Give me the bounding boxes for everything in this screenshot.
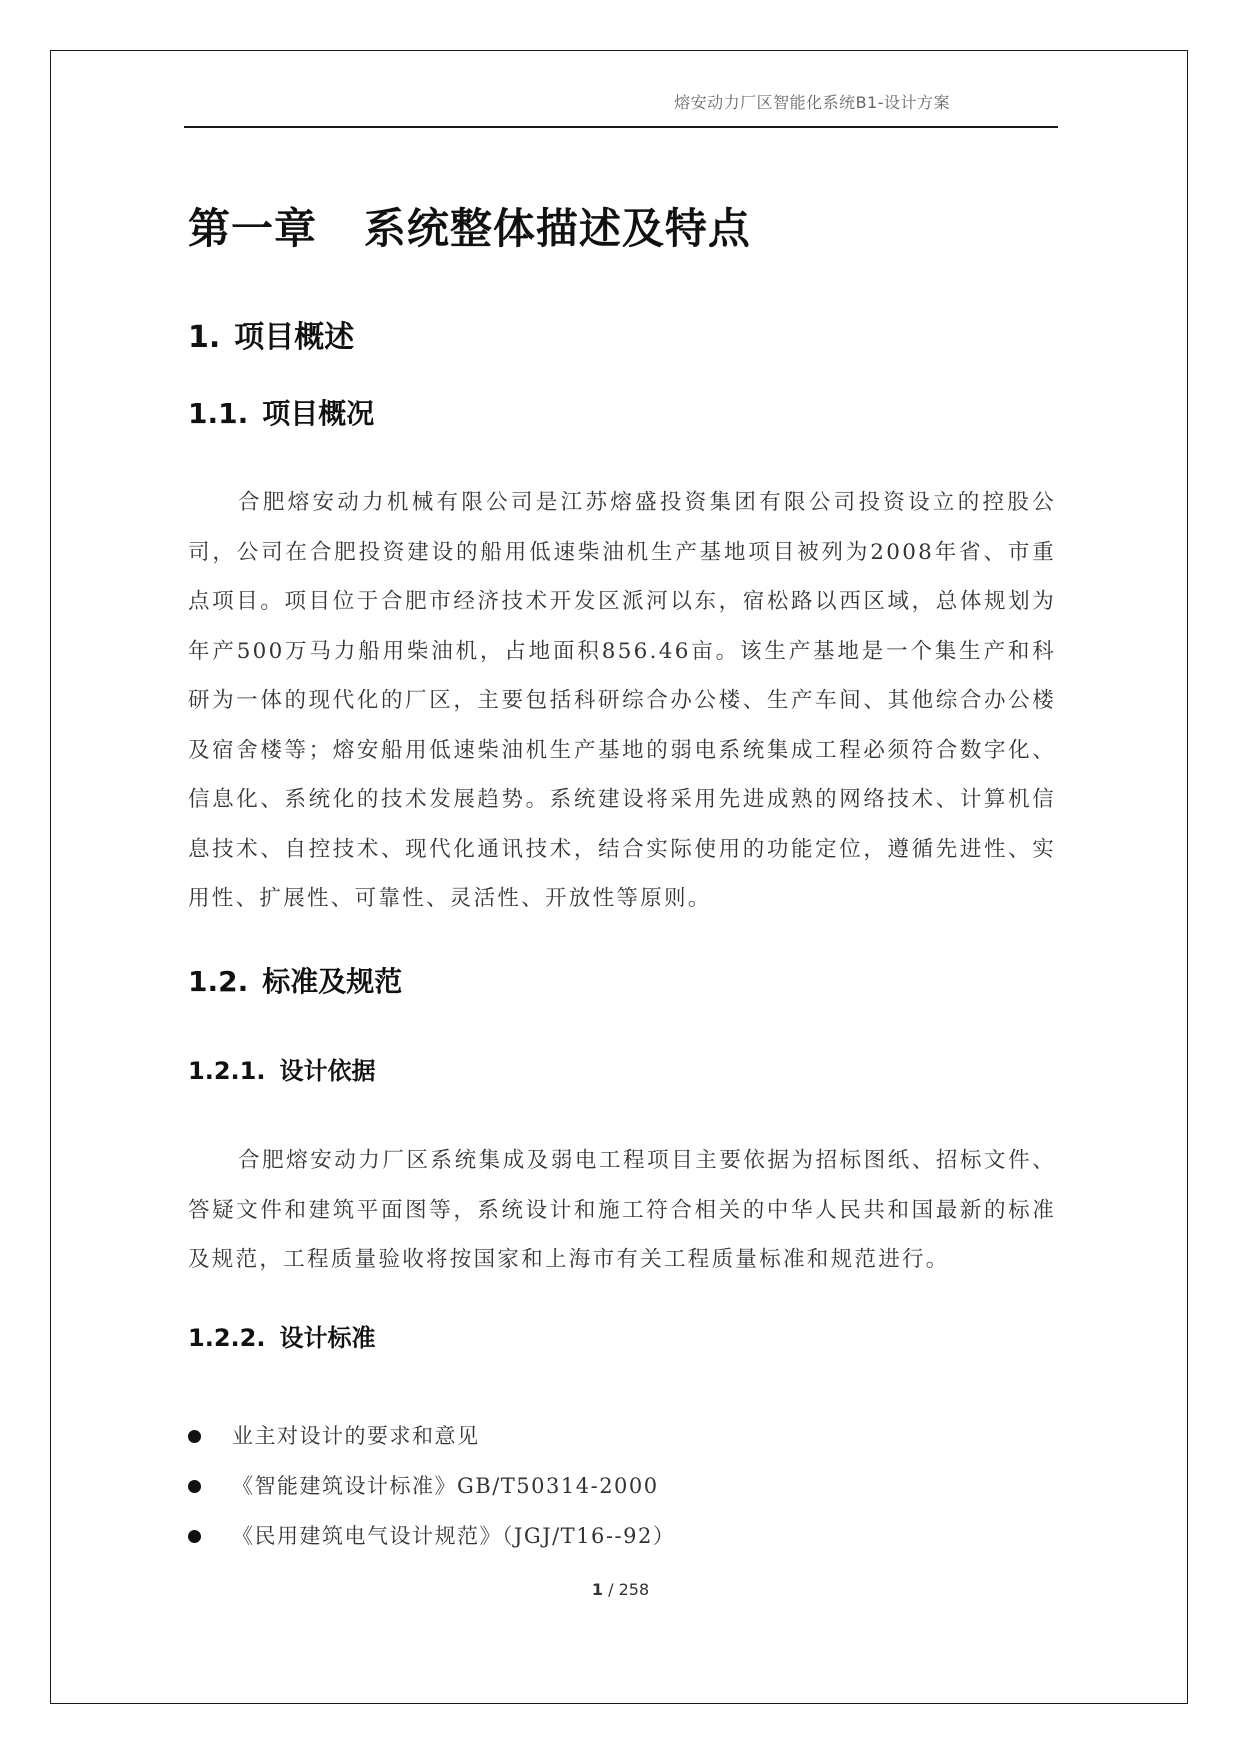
section-heading-1-2-1 <box>188 1051 375 1086</box>
chapter-title: 第一章 系统整体描述及特点 <box>188 204 751 253</box>
section-title: 项目概述 <box>234 320 355 355</box>
section-title: 项目概况 <box>262 397 375 430</box>
section-number: 1.1. <box>188 397 249 430</box>
standards-list <box>188 1411 675 1561</box>
section-number: 1. <box>188 320 221 355</box>
bullet-icon <box>188 1480 201 1493</box>
bullet-icon <box>188 1530 201 1543</box>
paragraph-design-basis: 合肥熔安动力厂区系统集成及弱电工程项目主要依据为招标图纸、招标文件、答疑文件和建筑平面图等，系统设计和施工符合相关的中华人民共和国最新的标准及规范，工程质量验收将按国家和上海市有关工程质量标准和规范进行。 <box>188 1148 1056 1272</box>
page-separator: / <box>603 1580 619 1599</box>
section-number: 1.2. <box>188 965 249 998</box>
section-number: 1.2.2. <box>188 1324 266 1352</box>
header-divider <box>184 126 1058 128</box>
section-title: 设计标准 <box>279 1324 376 1352</box>
paragraph-project-overview: 合肥熔安动力机械有限公司是江苏熔盛投资集团有限公司投资设立的控股公司，公司在合肥投资建设的船用低速柴油机生产基地项目被列为2008年省、市重点项目。项目位于合肥市经济技术开发区派河以东，宿松路以西区域，总体规划为年产500万马力船用柴油机，占地面积856.46亩。该生产基地是一个集生产和科研为一体的现代化的厂区，主要包括科研综合办公楼、生产车间、其他综合办公楼及宿舍楼等；熔安船用低速柴油机生产基地的弱电系统集成工程必须符合数字化、信息化、系统化的技术发展趋势。系统建设将采用先进成熟的网络技术、计算机信息技术、自控技术、现代化通讯技术，结合实际使用的功能定位，遵循先进性、实用性、扩展性、可靠性、灵活性、开放性等原则。 <box>188 490 1056 911</box>
section-heading-1-2 <box>188 960 402 1000</box>
section-heading-1-2-2 <box>188 1318 375 1353</box>
list-item: 《智能建筑设计标准》GB/T50314-2000 <box>188 1461 675 1511</box>
section-number: 1.2.1. <box>188 1057 266 1085</box>
total-pages: 258 <box>618 1580 650 1599</box>
section-heading-1 <box>188 312 354 356</box>
running-header: 熔安动力厂区智能化系统B1-设计方案 <box>674 93 950 112</box>
section-title: 设计依据 <box>279 1057 376 1085</box>
page-number <box>0 1580 1241 1599</box>
list-item: 业主对设计的要求和意见 <box>188 1411 675 1461</box>
current-page: 1 <box>591 1580 604 1599</box>
section-heading-1-1 <box>188 392 374 432</box>
bullet-icon <box>188 1430 201 1443</box>
list-item: 《民用建筑电气设计规范》（JGJ/T16--92） <box>188 1511 675 1561</box>
section-title: 标准及规范 <box>262 965 403 998</box>
